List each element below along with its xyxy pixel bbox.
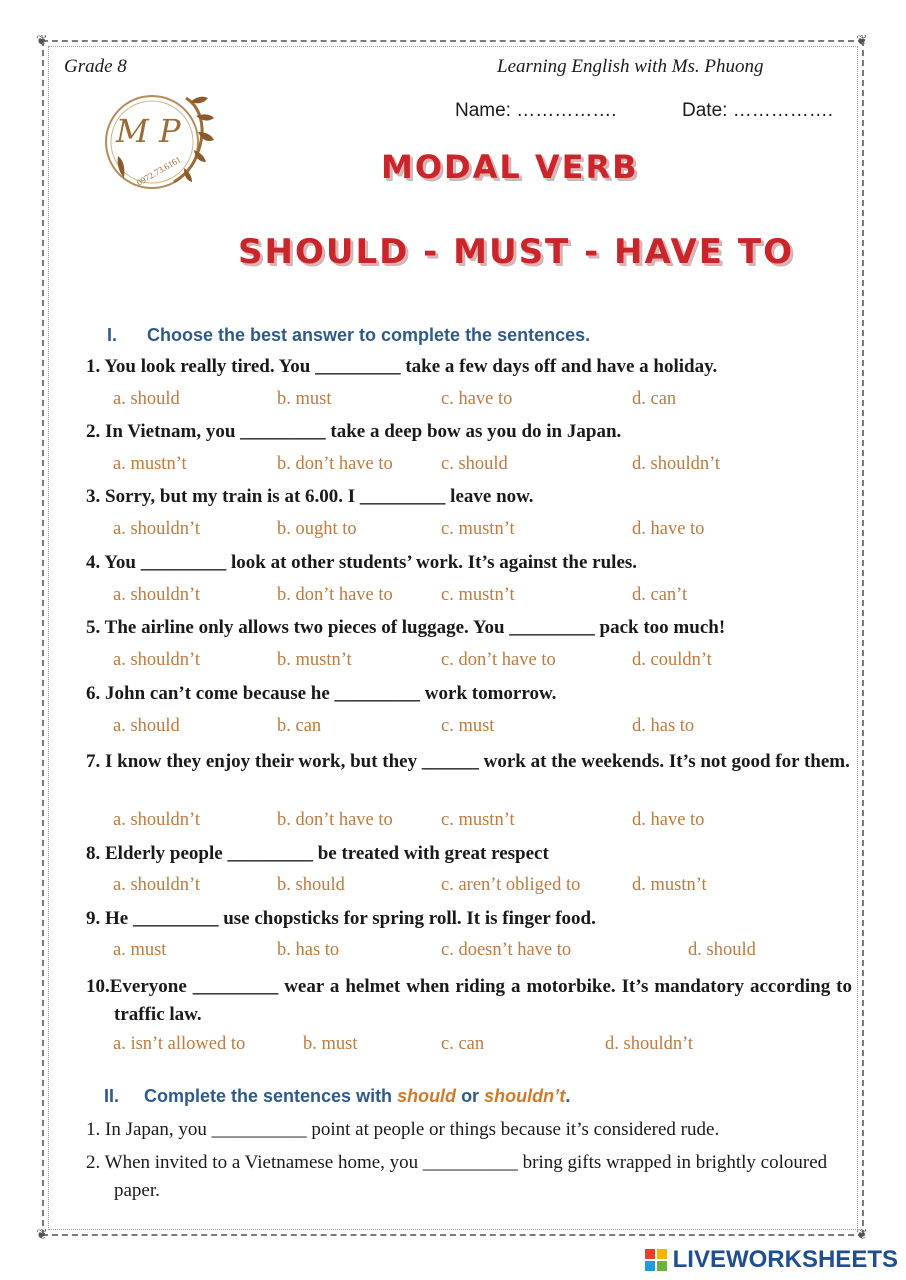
brand-name: LIVEWORKSHEETS [672,1246,898,1273]
section-title: Complete the sentences with [144,1086,398,1106]
answer-option[interactable]: a. shouldn’t [113,519,201,539]
section-title-or: or [456,1086,485,1106]
answer-option[interactable]: c. mustn’t [441,519,515,539]
answer-option[interactable]: c. aren’t obliged to [441,875,581,895]
answer-option[interactable]: c. mustn’t [441,810,515,830]
section-2-heading [104,1086,570,1107]
question-text: 3. Sorry, but my train is at 6.00. I _________ leave now. [86,486,534,507]
answer-option[interactable]: c. must [441,716,495,736]
answer-option[interactable]: b. ought to [277,519,357,539]
answer-option[interactable]: b. must [303,1034,358,1054]
answer-option[interactable]: d. have to [632,810,705,830]
answer-option[interactable]: c. mustn’t [441,585,515,605]
answer-option[interactable]: a. isn’t allowed to [113,1034,246,1054]
answer-option[interactable]: d. couldn’t [632,650,712,670]
section-number: I. [107,325,118,345]
answer-option[interactable]: d. mustn’t [632,875,707,895]
answer-option[interactable]: a. should [113,716,180,736]
section-number: II. [104,1086,120,1106]
grade-label: Grade 8 [64,56,127,77]
section-1-heading [107,325,590,346]
answer-option[interactable]: b. must [277,389,332,409]
question-text: 7. I know they enjoy their work, but they ______ work at the weekends. It’s not good for them. [86,751,850,772]
question-text: 6. John can’t come because he _________ work tomorrow. [86,683,557,704]
answer-option[interactable]: c. doesn’t have to [441,940,572,960]
question-text: 1. You look really tired. You _________ take a few days off and have a holiday. [86,356,718,377]
answer-option[interactable]: b. should [277,875,345,895]
logo-phone: 0972.73.6161 [134,154,183,188]
question-text: 5. The airline only allows two pieces of luggage. You _________ pack too much! [86,617,726,638]
answer-option[interactable]: d. shouldn’t [632,454,721,474]
answer-option[interactable]: c. don’t have to [441,650,556,670]
answer-option[interactable]: b. has to [277,940,340,960]
answer-option[interactable]: d. can [632,389,677,409]
logo-initials: M P [116,112,181,150]
page-title: MODAL VERB [381,148,639,186]
corner-ornament: ❦ [36,1227,48,1243]
highlight-word: should [397,1086,457,1106]
answer-option[interactable]: a. shouldn’t [113,810,201,830]
answer-option[interactable]: a. shouldn’t [113,875,201,895]
question-text: 4. You _________ look at other students’ work. It’s against the rules. [86,552,638,573]
answer-option[interactable]: a. mustn’t [113,454,187,474]
answer-option[interactable]: b. mustn’t [277,650,352,670]
answer-option[interactable]: a. must [113,940,167,960]
teacher-logo [94,78,220,196]
answer-option[interactable]: b. don’t have to [277,585,393,605]
brand-footer [645,1246,898,1274]
answer-option[interactable]: a. should [113,389,180,409]
completion-sentence[interactable]: 2. When invited to a Vietnamese home, you __________ bring gifts wrapped in brightly coloured paper. [86,1152,828,1201]
date-field[interactable]: Date: ……………. [682,100,833,121]
answer-option[interactable]: d. shouldn’t [605,1034,694,1054]
name-field[interactable]: Name: ……………. [455,100,617,121]
liveworksheets-icon [645,1249,667,1271]
answer-option[interactable]: d. should [688,940,756,960]
corner-ornament: ❦ [856,1227,868,1243]
answer-option[interactable]: c. have to [441,389,513,409]
corner-ornament: ❦ [36,33,48,49]
answer-option[interactable]: a. shouldn’t [113,650,201,670]
completion-sentence[interactable]: 1. In Japan, you __________ point at people or things because it’s considered rude. [86,1119,720,1140]
highlight-word: shouldn’t [484,1086,566,1106]
answer-option[interactable]: b. don’t have to [277,454,393,474]
answer-option[interactable]: a. shouldn’t [113,585,201,605]
question-text: 2. In Vietnam, you _________ take a deep bow as you do in Japan. [86,421,622,442]
question-text: 10.Everyone _________ wear a helmet when riding a motorbike. It’s mandatory according to traffic law. [86,976,852,1025]
answer-option[interactable]: d. can’t [632,585,688,605]
answer-option[interactable]: d. have to [632,519,705,539]
question-text: 9. He _________ use chopsticks for spring roll. It is finger food. [86,908,596,929]
section-title-end: . [565,1086,571,1106]
teacher-label: Learning English with Ms. Phuong [497,56,764,77]
answer-option[interactable]: d. has to [632,716,695,736]
question-text: 8. Elderly people _________ be treated with great respect [86,843,549,864]
answer-option[interactable]: b. don’t have to [277,810,393,830]
corner-ornament: ❦ [856,33,868,49]
page-subtitle: SHOULD - MUST - HAVE TO [238,232,794,272]
answer-option[interactable]: c. can [441,1034,485,1054]
answer-option[interactable]: b. can [277,716,322,736]
section-title: Choose the best answer to complete the sentences. [147,325,591,345]
answer-option[interactable]: c. should [441,454,508,474]
